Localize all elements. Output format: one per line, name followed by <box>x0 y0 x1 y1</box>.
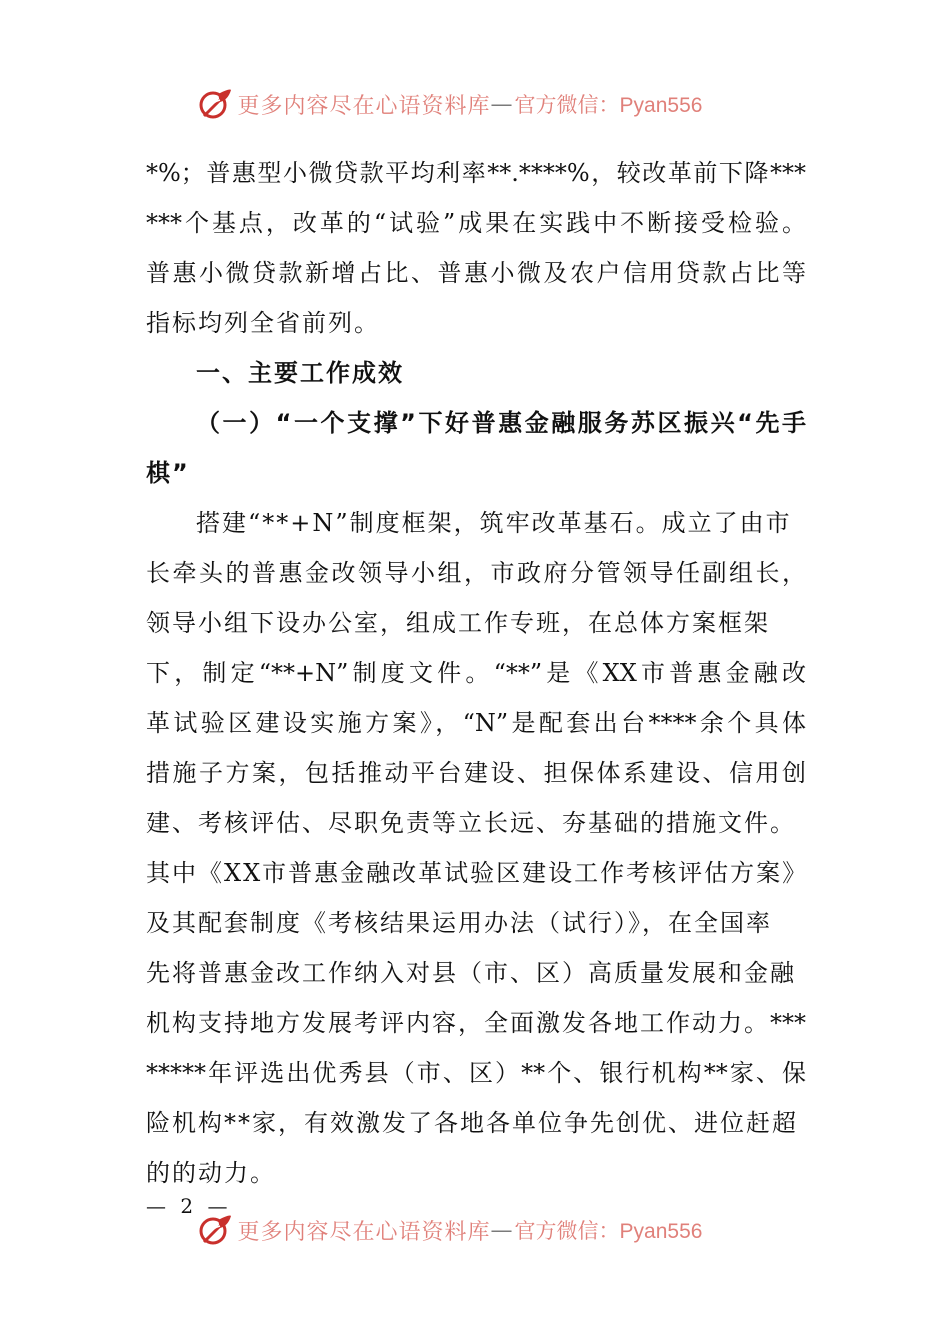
watermark-text: 更多内容尽在心语资料库 <box>237 93 491 119</box>
text-line: 及其配套制度《考核结果运用办法（试行）》，在全国率 <box>146 909 772 937</box>
page-number: — 2 — <box>146 1194 232 1218</box>
text-line: 其中《XX市普惠金融改革试验区建设工作考核评估方案》 <box>146 859 809 887</box>
text-line: 措施子方案，包括推动平台建设、担保体系建设、信用创 <box>146 759 806 787</box>
text-line: 先将普惠金改工作纳入对县（市、区）高质量发展和金融 <box>146 959 796 987</box>
quill-logo-icon <box>198 1212 234 1248</box>
text-line: 的的动力。 <box>146 1159 276 1187</box>
text-line: 险机构**家，有效激发了各地各单位争先创优、进位赶超 <box>146 1109 798 1137</box>
watermark-separator: — <box>490 1217 513 1243</box>
text-line: *%；普惠型小微贷款平均利率**.****%，较改革前下降*** <box>146 159 806 187</box>
text-line: 普惠小微贷款新增占比、普惠小微及农户信用贷款占比等 <box>146 259 806 287</box>
watermark-contact: 官方微信：Pyan556 <box>514 94 703 117</box>
text-line: 指标均列全省前列。 <box>146 309 380 337</box>
quill-logo-icon <box>198 86 234 122</box>
watermark-text: 更多内容尽在心语资料库 <box>237 1219 491 1245</box>
subsection-heading-cont: 棋” <box>146 459 190 487</box>
text-line: 机构支持地方发展考评内容，全面激发各地工作动力。*** <box>146 1009 806 1037</box>
text-line: 下，制定“**+N”制度文件。“**”是《XX市普惠金融改 <box>146 659 806 687</box>
text-line: 长牵头的普惠金改领导小组，市政府分管领导任副组长， <box>146 559 806 587</box>
section-heading: 一、主要工作成效 <box>196 359 404 387</box>
document-body <box>146 148 809 1198</box>
watermark-contact: 官方微信：Pyan556 <box>514 1220 703 1243</box>
watermark-footer <box>0 1208 950 1252</box>
text-line: 搭建“**+N”制度框架，筑牢改革基石。成立了由市 <box>196 509 792 537</box>
text-line: 领导小组下设办公室，组成工作专班，在总体方案框架 <box>146 609 770 637</box>
text-line: 建、考核评估、尽职免责等立长远、夯基础的措施文件。 <box>146 809 796 837</box>
text-line: *****年评选出优秀县（市、区）**个、银行机构**家、保 <box>146 1059 806 1087</box>
text-line: 革试验区建设实施方案》，“N”是配套出台****余个具体 <box>146 709 806 737</box>
watermark-header <box>0 82 950 126</box>
subsection-heading: （一）“一个支撑”下好普惠金融服务苏区振兴“先手 <box>196 409 806 437</box>
text-line: ***个基点，改革的“试验”成果在实践中不断接受检验。 <box>146 209 806 237</box>
watermark-separator: — <box>490 91 513 117</box>
